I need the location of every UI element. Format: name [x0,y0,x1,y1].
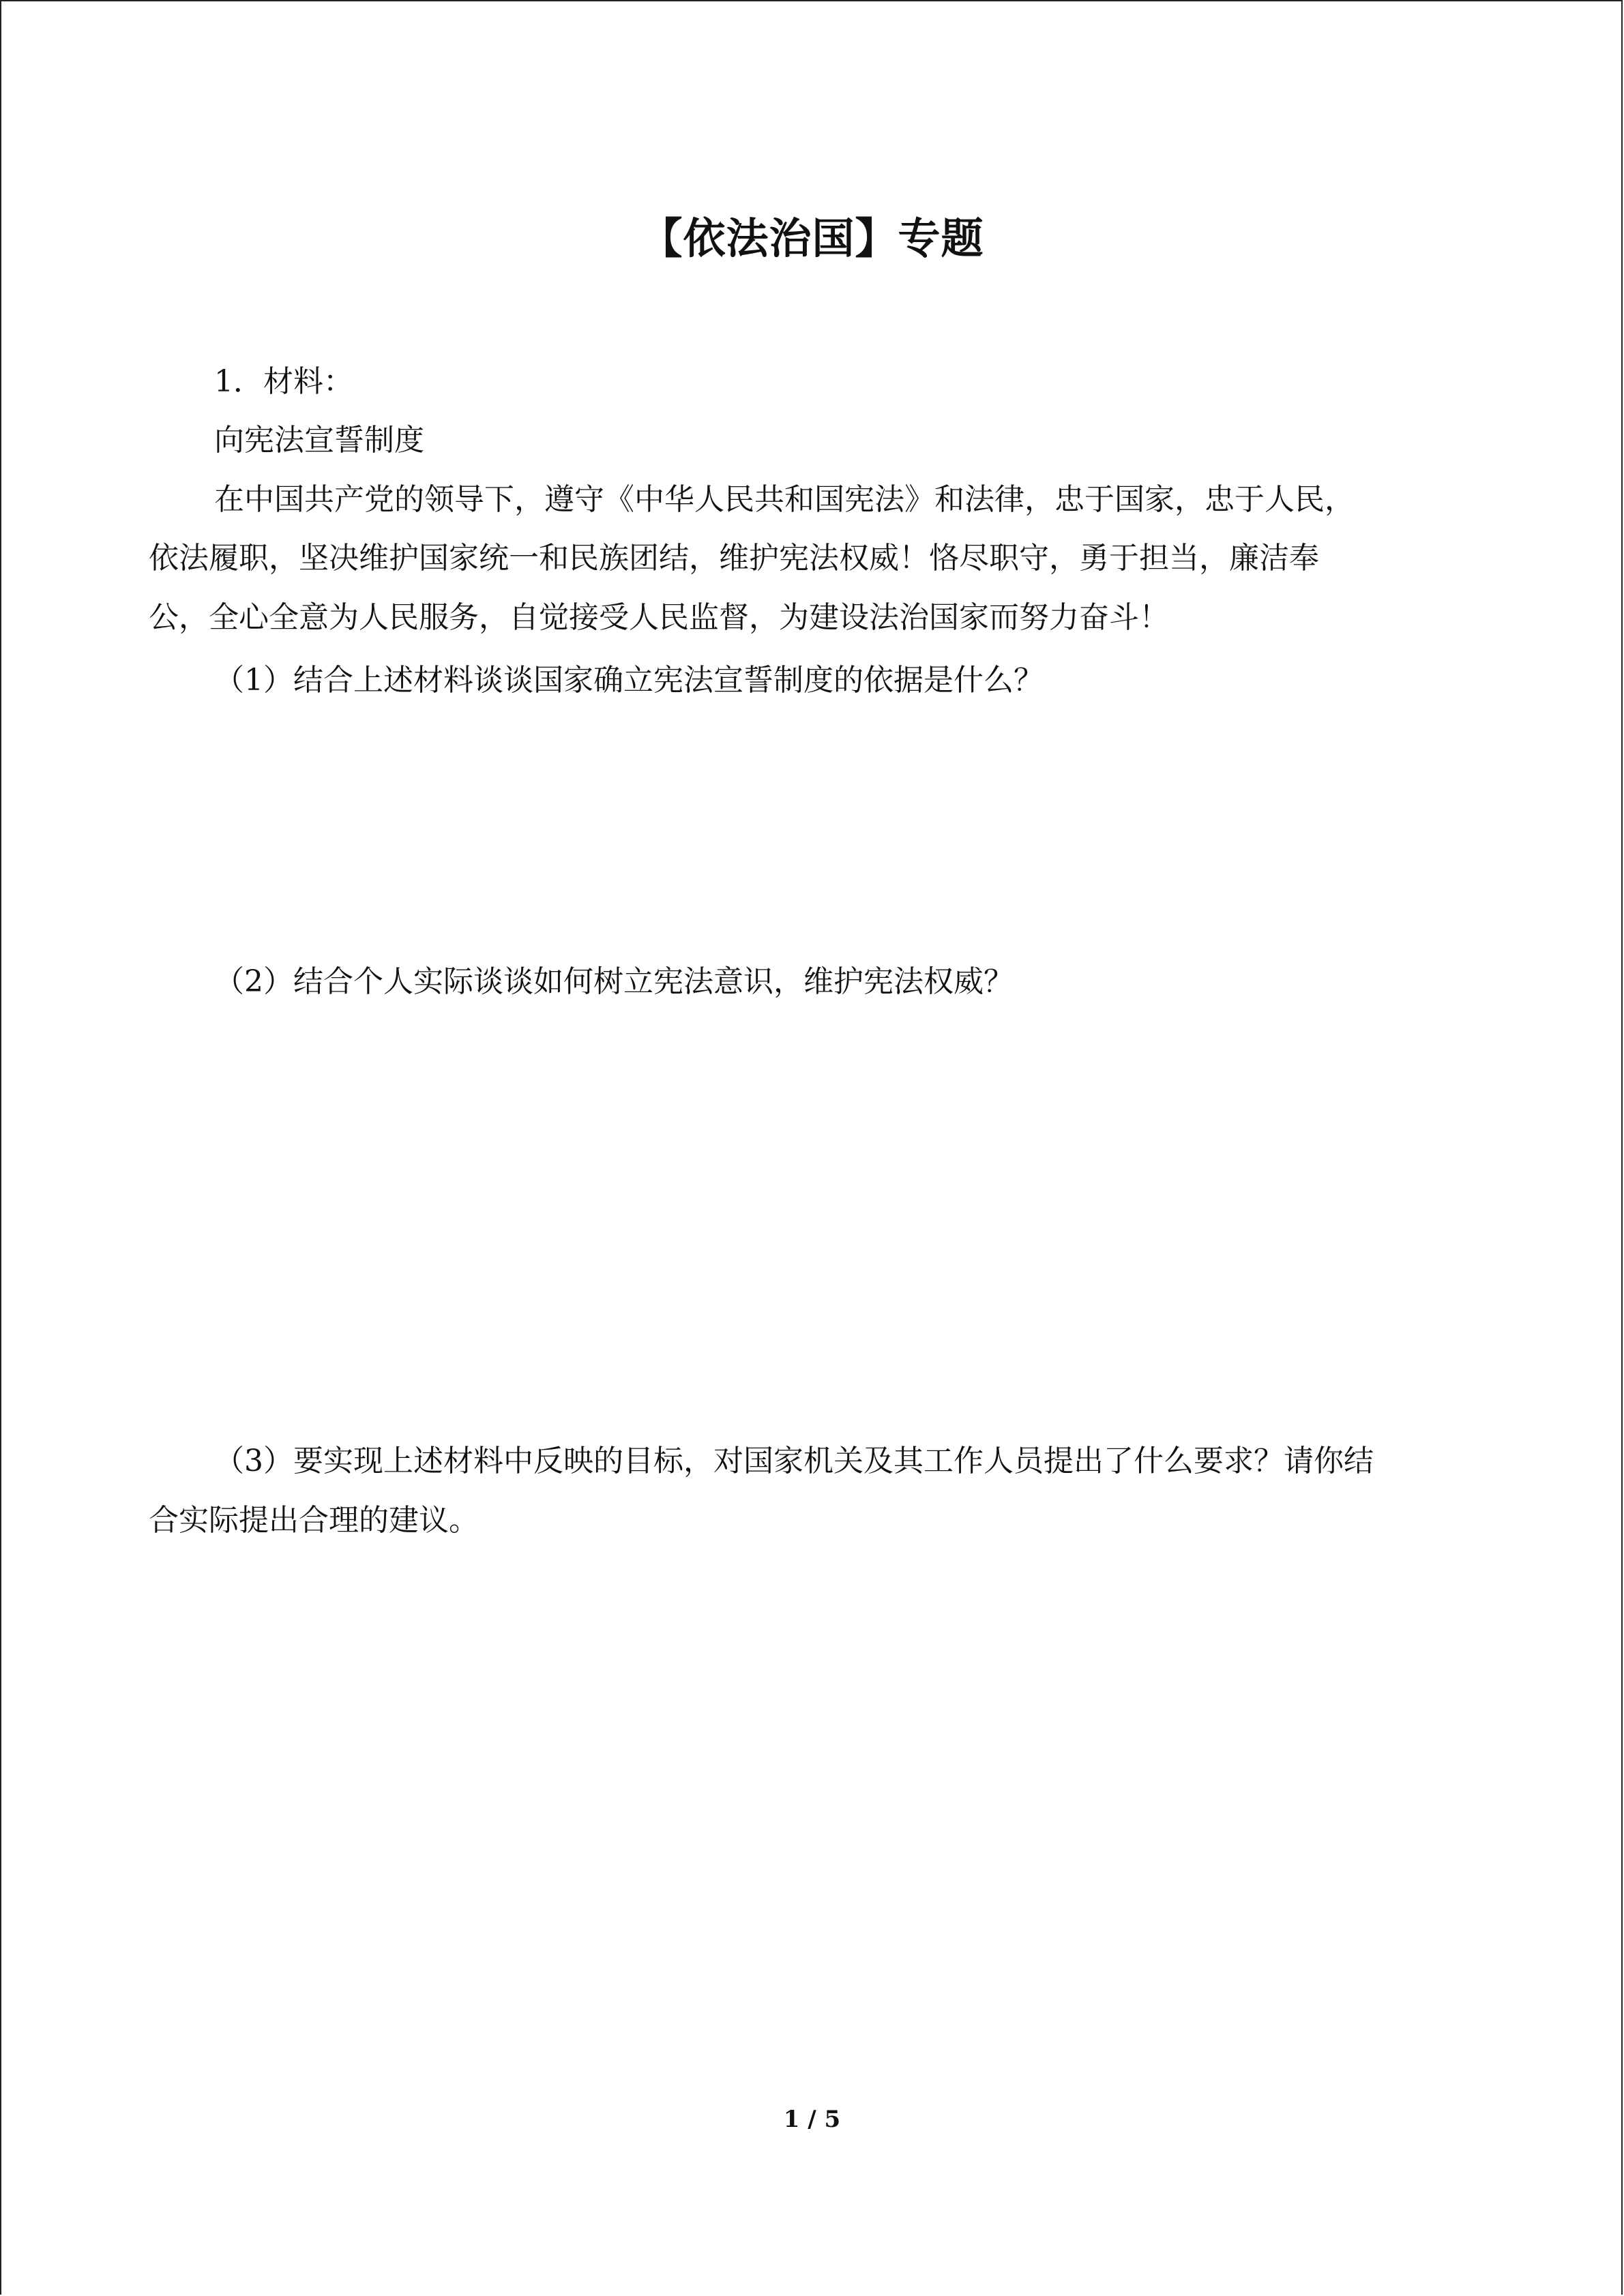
sub-question-3-line-1: （3）要实现上述材料中反映的目标，对国家机关及其工作人员提出了什么要求？请你结 [214,1444,1374,1478]
oath-line-2: 依法履职，坚决维护国家统一和民族团结，维护宪法权威！恪尽职守，勇于担当，廉洁奉 [149,541,1319,576]
oath-line-3: 公，全心全意为人民服务，自觉接受人民监督，为建设法治国家而努力奋斗！ [149,600,1169,635]
sub-question-2: （2）结合个人实际谈谈如何树立宪法意识，维护宪法权威？ [214,964,1014,999]
material-heading: 向宪法宣誓制度 [214,423,424,458]
question-number: 1．材料： [214,364,353,399]
oath-line-1: 在中国共产党的领导下，遵守《中华人民共和国宪法》和法律，忠于国家，忠于人民， [214,482,1355,517]
sub-question-3-line-2: 合实际提出合理的建议。 [149,1503,479,1538]
page-number: 1 / 5 [783,2106,841,2133]
sub-question-1: （1）结合上述材料谈谈国家确立宪法宣誓制度的依据是什么？ [214,663,1044,698]
page-title: 【依法治国】专题 [640,213,984,263]
